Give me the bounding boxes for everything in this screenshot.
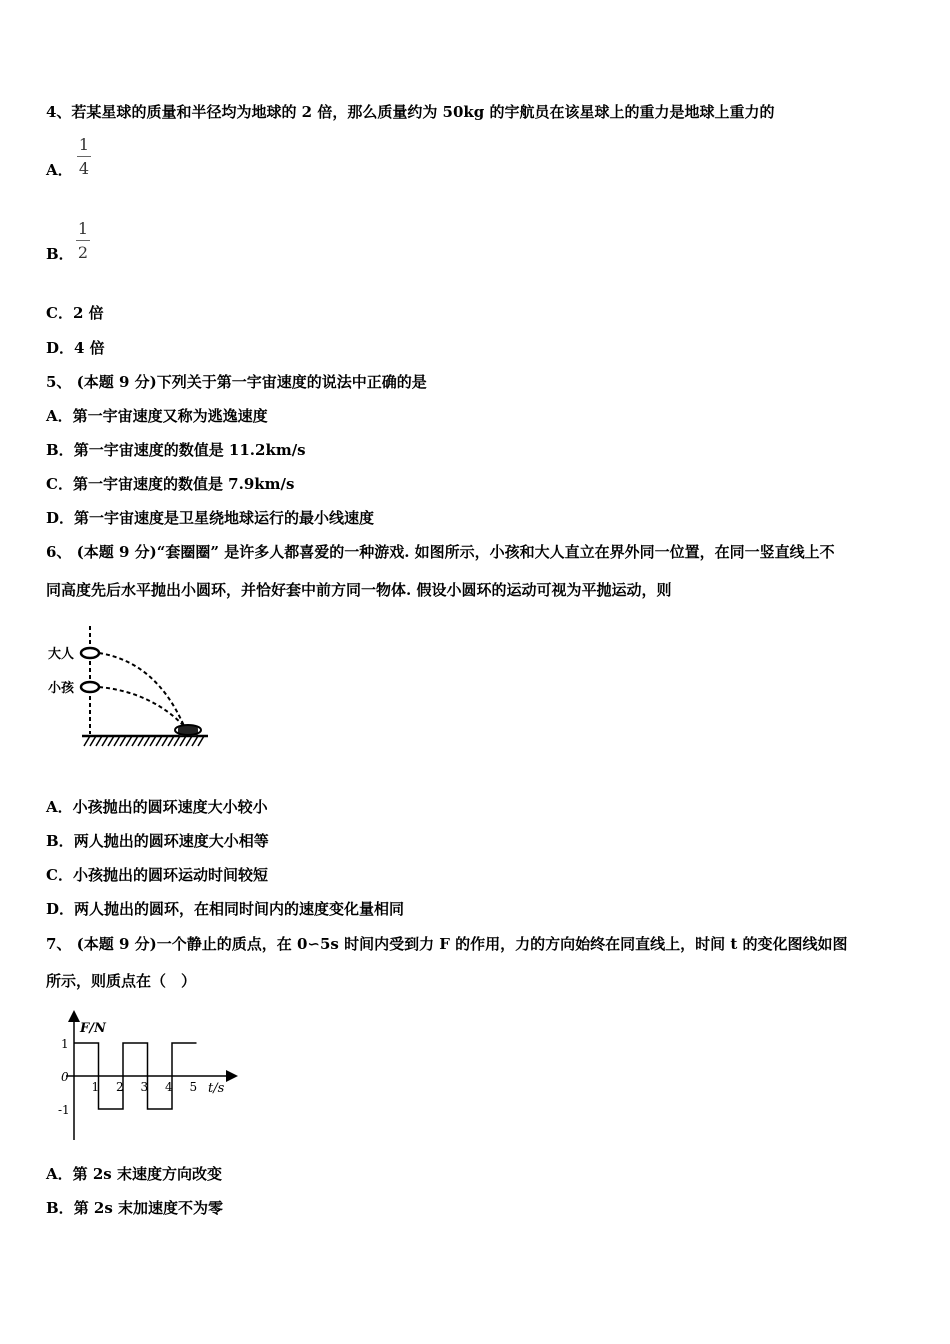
q7-option-b: [46, 1198, 223, 1218]
q6-figure: [46, 622, 216, 757]
option-text: 4 倍: [74, 339, 105, 357]
option-label: B．: [46, 832, 74, 850]
x-tick-label: 5: [189, 1080, 198, 1094]
x-tick-label: 4: [165, 1080, 173, 1094]
q6-stem-line1: 6、 (本题 9 分)“套圈圈” 是许多人都喜爱的一种游戏. 如图所示，小孩和大人直立在界外同一位置，在同一竖直线上不: [46, 543, 835, 561]
q4-option-a-fraction: [77, 136, 91, 178]
option-text: 第一宇宙速度是卫星绕地球运行的最小线速度: [74, 509, 375, 527]
q4-option-d: [46, 338, 105, 358]
fraction-denominator: 4: [78, 159, 90, 178]
option-label: C．: [46, 304, 73, 322]
option-text: 第一宇宙速度的数值是 11.2km/s: [73, 441, 306, 459]
option-label: A．: [46, 407, 73, 425]
x-tick-label: 1: [91, 1080, 100, 1094]
option-text: 2 倍: [72, 304, 104, 322]
q7-stem-line1: 7、 (本题 9 分)一个静止的质点，在 0∽5s 时间内受到力 F 的作用，力的方向始终在同直线上，时间 t 的变化图线如图: [46, 935, 848, 953]
q4-stem: 4、若某星球的质量和半径均为地球的 2 倍，那么质量约为 50kg 的宇航员在该星球上的重力是地球上重力的: [46, 103, 775, 121]
option-label: B．: [46, 245, 74, 263]
option-text: 两人抛出的圆环速度大小相等: [73, 832, 269, 850]
option-text: 第一宇宙速度又称为逃逸速度: [72, 407, 268, 425]
y-tick-label: 0: [61, 1070, 69, 1084]
q7-force-time-chart: [46, 1006, 241, 1146]
child-ring: [81, 682, 99, 692]
option-label: B．: [46, 1199, 74, 1217]
option-text: 小孩抛出的圆环运动时间较短: [72, 866, 268, 884]
x-tick-label: 2: [116, 1080, 124, 1094]
option-text: 第 2s 末速度方向改变: [72, 1165, 222, 1183]
x-axis-label: t/s: [208, 1081, 225, 1096]
q6-option-b: [46, 831, 269, 851]
q7-stem-line2: 所示，则质点在（ ）: [46, 972, 197, 990]
adult-ring: [81, 648, 99, 658]
q6-stem-line2: 同高度先后水平抛出小圆环，并恰好套中前方同一物体. 假设小圆环的运动可视为平抛运动，则: [46, 581, 672, 599]
option-text: 第一宇宙速度的数值是 7.9km/s: [72, 475, 295, 493]
x-tick-label: 3: [140, 1080, 149, 1094]
option-text: 小孩抛出的圆环速度大小较小: [72, 798, 268, 816]
q5-option-c: [46, 474, 294, 494]
q6-option-a: [46, 797, 268, 817]
y-tick-labels: [58, 1037, 70, 1117]
label-adult: 大人: [48, 647, 75, 662]
fraction-numerator: 1: [77, 219, 89, 238]
q4-option-b: [46, 244, 74, 264]
option-text: 第 2s 末加速度不为零: [73, 1199, 224, 1217]
option-label: B．: [46, 441, 74, 459]
option-label: D．: [46, 339, 75, 357]
q6-option-c: [46, 865, 268, 885]
option-label: C．: [46, 475, 73, 493]
q5-option-b: [46, 440, 306, 460]
fraction-numerator: 1: [78, 135, 90, 154]
y-tick-label: 1: [61, 1037, 69, 1051]
label-child: 小孩: [48, 681, 75, 696]
fraction-bar: [76, 240, 90, 241]
ground-hatching: [84, 736, 204, 746]
q4-option-a: [46, 160, 73, 180]
y-axis-label: F/N: [80, 1021, 106, 1036]
q6-option-d: [46, 899, 404, 919]
option-label: D．: [46, 900, 75, 918]
option-label: C．: [46, 866, 73, 884]
option-label: A．: [46, 161, 73, 179]
option-label: D．: [46, 509, 75, 527]
y-tick-label: -1: [58, 1103, 70, 1117]
option-label: A．: [46, 798, 73, 816]
option-label: A．: [46, 1165, 73, 1183]
fraction-bar: [77, 156, 91, 157]
x-tick-labels: [92, 1080, 198, 1094]
q4-option-c: [46, 303, 104, 323]
q5-option-d: [46, 508, 374, 528]
child-trajectory: [99, 687, 184, 726]
q5-option-a: [46, 406, 268, 426]
q7-option-a: [46, 1164, 222, 1184]
q4-option-b-fraction: [76, 220, 90, 262]
option-text: 两人抛出的圆环，在相同时间内的速度变化量相同: [74, 900, 405, 918]
fraction-denominator: 2: [77, 243, 89, 262]
q5-stem: 5、 (本题 9 分)下列关于第一宇宙速度的说法中正确的是: [46, 373, 427, 391]
